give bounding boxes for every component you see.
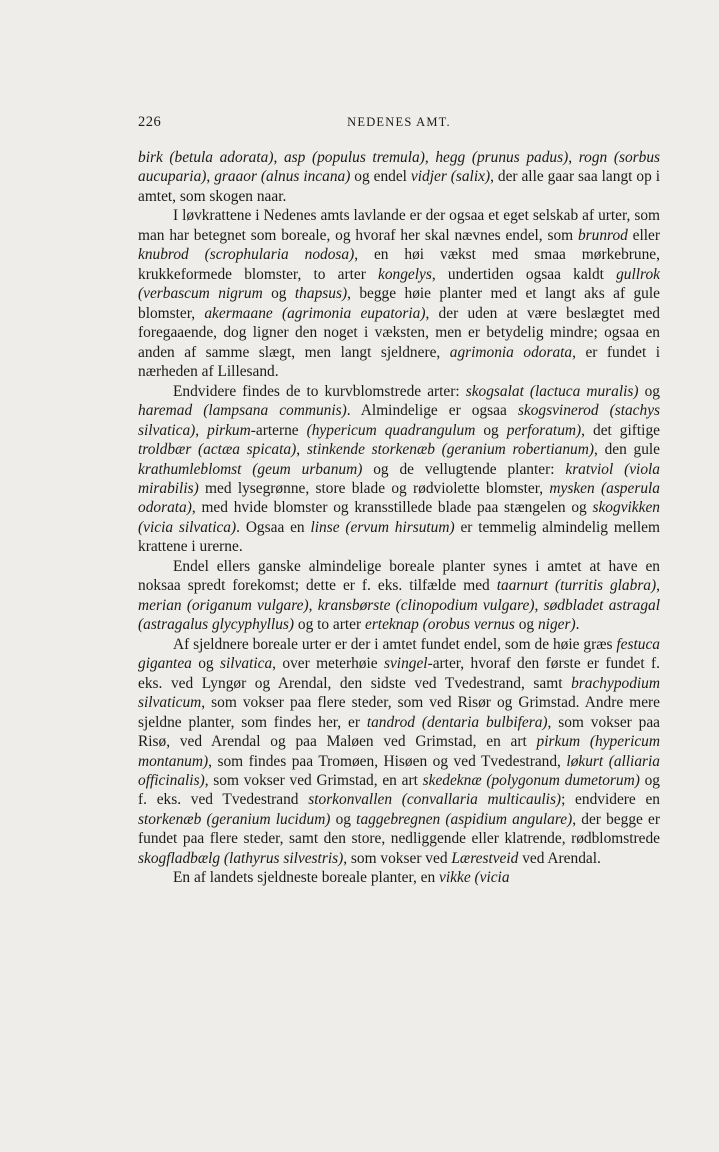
italic-term: hegg (prunus padus): [435, 149, 569, 166]
italic-term: pirkum: [207, 421, 251, 439]
text-run: ,: [308, 596, 318, 614]
italic-term: kransbørste (clinopodium vulgare): [317, 596, 535, 614]
italic-term: kratviol (viola mirabilis): [138, 460, 660, 497]
text-run: og: [638, 382, 660, 400]
body-text: [138, 148, 660, 888]
italic-term: knubrod (scrophularia nodosa): [138, 246, 355, 264]
text-run: , undertiden ogsaa kaldt: [431, 265, 617, 283]
italic-term: vidjer (salix): [410, 168, 491, 186]
text-run: og: [514, 616, 538, 634]
paragraph: [138, 382, 660, 557]
italic-term: graaor (alnus incana): [214, 168, 351, 186]
italic-term: taggebregnen (aspidium angulare): [356, 810, 573, 828]
text-run: med lysegrønne, store blade og rødviolette blomster,: [198, 479, 550, 497]
italic-term: vikke (vicia: [439, 869, 510, 887]
text-run: , er fundet i nærheden af Lillesand.: [138, 343, 660, 381]
text-run: ,: [534, 596, 544, 614]
text-run: og: [262, 285, 295, 303]
italic-term: perforatum): [506, 421, 582, 439]
italic-term: linse (ervum hirsutum): [310, 518, 455, 536]
italic-term: skogsalat (lactuca muralis): [465, 382, 639, 400]
italic-term: akermaane (agrimonia eupatoria): [204, 304, 426, 322]
text-run: ,: [568, 149, 579, 166]
italic-term: (hypericum quadrangulum: [306, 421, 476, 439]
italic-term: krathumleblomst (geum urbanum): [138, 460, 363, 478]
italic-term: skogfladbælg (lathyrus silvestris): [138, 849, 344, 867]
paragraph: [138, 635, 660, 869]
text-run: , en høi vækst med smaa mørkebrune, krukkeformede blomster, to arter: [138, 246, 660, 283]
italic-term: pirkum (hypericum montanum): [138, 733, 660, 770]
italic-term: skogvikken (vicia silvatica): [138, 499, 660, 536]
italic-term: svingel: [383, 655, 428, 673]
italic-term: birk (betula adorata): [138, 149, 274, 166]
italic-term: skogsvinerod (stachys silvatica): [138, 402, 661, 439]
italic-term: Lærestveid: [451, 849, 519, 867]
text-run: Af sjeldnere boreale urter er der i amtet fundet endel, som de høie græs: [173, 635, 617, 653]
italic-term: kongelys: [378, 265, 432, 283]
italic-term: brunrod: [577, 226, 628, 244]
text-run: ,: [206, 168, 215, 186]
text-run: En af landets sjeldneste boreale planter, en: [173, 869, 440, 887]
italic-term: stinkende storkenæb (geranium robertianum): [306, 441, 594, 459]
italic-term: mysken (asperula odorata): [138, 479, 660, 517]
text-run: ; endvidere en: [561, 791, 660, 809]
text-run: , som vokser ved Grimstad, en art: [204, 772, 423, 789]
italic-term: niger): [537, 616, 576, 634]
italic-term: storkenæb (geranium lucidum): [138, 810, 331, 828]
text-run: ,: [273, 149, 284, 166]
text-run: , den gule: [594, 441, 661, 459]
text-run: , som findes paa Tromøen, Hisøen og ved Tvedestrand,: [208, 752, 567, 770]
text-run: ,: [424, 149, 436, 166]
text-run: -arterne: [250, 421, 307, 439]
text-run: , det giftige: [581, 421, 660, 439]
italic-term: troldbær (actæa spicata): [138, 441, 297, 459]
italic-term: festuca gigantea: [138, 635, 660, 673]
text-run: og de vellugtende planter:: [362, 460, 566, 478]
italic-term: haremad (lampsana communis): [138, 402, 347, 420]
text-run: , som vokser paa Risø, ved Arendal og paa Maløen ved Grimstad, en art: [138, 713, 661, 751]
text-run: og to arter: [294, 616, 365, 634]
text-run: og endel: [350, 168, 411, 186]
italic-term: taarnurt (turritis glabra): [496, 577, 657, 595]
text-run: , over meterhøie: [272, 655, 384, 673]
text-run: .: [575, 616, 580, 634]
text-run: , der alle gaar saa langt op i amtet, som skogen naar.: [138, 168, 660, 205]
text-run: , der uden at være beslægtet med foregaaende, dog ligner den noget i væksten, men er betydelig mindre; ogsaa en anden af samme slægt, men langt sjeldnere,: [138, 304, 660, 361]
italic-term: silvatica: [220, 655, 273, 673]
italic-term: tandrod (dentaria bulbifera): [366, 713, 548, 731]
text-run: , der begge er fundet paa flere steder, samt den store, nedliggende eller klatrende, rødblomstrede: [138, 810, 660, 848]
text-run: ,: [656, 577, 660, 595]
text-run: Endvidere findes de to kurvblomstrede arter:: [173, 382, 466, 400]
text-run: I løvkrattene i Nedenes amts lavlande er der ogsaa et eget selskab af urter, som man har betegnet som boreale, og hvoraf her skal nævnes endel, som: [138, 207, 660, 244]
text-run: ,: [195, 421, 208, 439]
text-run: -arter, hvoraf den første er fundet f. eks. ved Lyngør og Arendal, den sidste ved Tvedestrand, samt: [138, 655, 660, 692]
text-run: Endel ellers ganske almindelige boreale planter synes i amtet at have en noksaa spredt forekomst; dette er f. eks. tilfælde med: [138, 557, 660, 595]
text-run: og: [191, 655, 220, 673]
text-run: er temmelig almindelig mellem krattene i urerne.: [138, 518, 660, 556]
paragraph: [138, 206, 660, 381]
page-number: 226: [138, 114, 162, 130]
text-run: og f. eks. ved Tvedestrand: [138, 772, 661, 809]
text-run: , som vokser ved: [343, 849, 452, 867]
paragraph: [138, 148, 660, 206]
italic-term: sødbladet astragal (astragalus glycyphyllus): [138, 596, 661, 634]
italic-term: rogn (sorbus aucuparia): [138, 149, 661, 186]
text-run: ,: [296, 441, 307, 459]
italic-term: storkonvallen (convallaria multicaulis): [308, 791, 562, 809]
italic-term: thapsus): [294, 285, 348, 303]
italic-term: merian (origanum vulgare): [138, 596, 309, 614]
text-run: . Almindelige er ogsaa: [346, 402, 518, 420]
text-run: og: [330, 810, 357, 828]
italic-term: asp (populus tremula): [283, 149, 425, 166]
text-run: , med hvide blomster og kransstillede blade paa stængelen og: [191, 499, 593, 517]
running-title: NEDENES AMT.: [347, 115, 451, 129]
paragraph: [138, 557, 660, 635]
italic-term: brachypodium silvaticum: [138, 674, 660, 712]
italic-term: løkurt (alliaria officinalis): [138, 752, 660, 789]
text-run: og: [475, 421, 507, 439]
text-run: ved Arendal.: [518, 849, 601, 867]
text-run: eller: [627, 226, 661, 244]
italic-term: gullrok (verbascum nigrum: [138, 265, 660, 303]
text-run: , begge høie planter med et langt aks af gule blomster,: [138, 285, 660, 322]
text-run: . Ogsaa en: [236, 518, 311, 536]
italic-term: erteknap (orobus vernus: [364, 616, 515, 634]
italic-term: skedeknæ (polygonum dumetorum): [422, 772, 640, 789]
paragraph: [138, 868, 660, 887]
text-run: , som vokser paa flere steder, som ved Risør og Grimstad. Andre mere sjeldne planter, som findes her, er: [138, 694, 660, 731]
italic-term: agrimonia odorata: [449, 343, 573, 361]
page-header: [138, 114, 660, 134]
